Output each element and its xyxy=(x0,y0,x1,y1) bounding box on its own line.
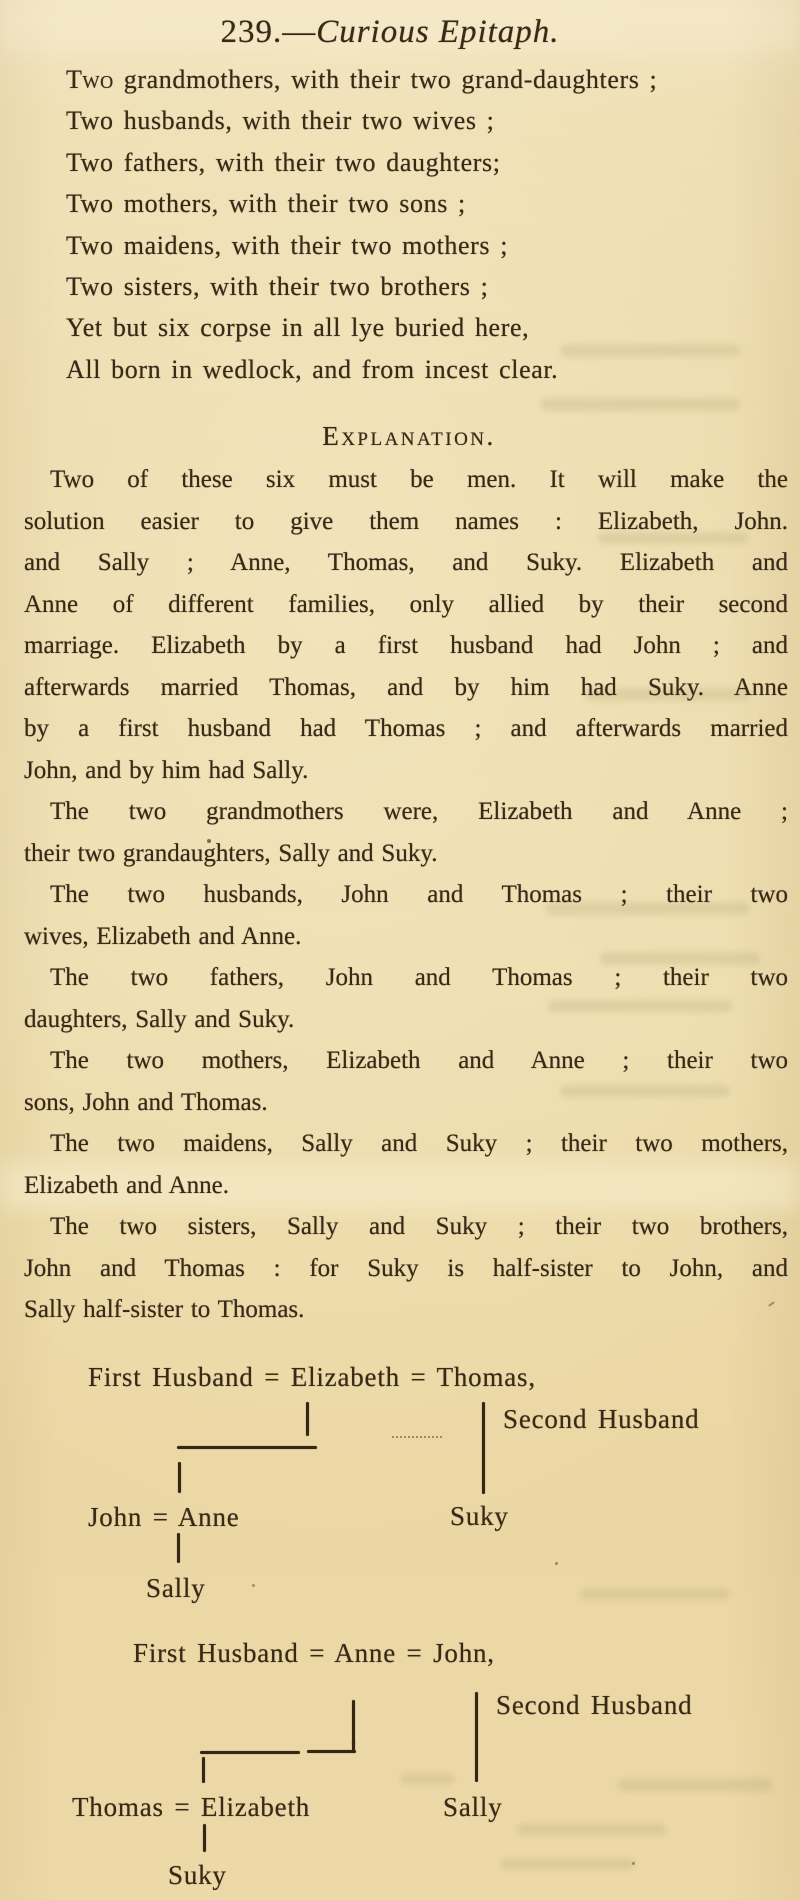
page-showthrough xyxy=(400,1773,455,1785)
tree1-child-sally: Sally xyxy=(146,1573,206,1603)
page-showthrough xyxy=(517,1823,667,1836)
poem-line: Two sisters, with their two brothers ; xyxy=(66,271,489,301)
tree1-descent-line-suky xyxy=(482,1402,485,1494)
paragraph-line: afterwards married Thomas, and by him had Suky. Anne xyxy=(24,673,788,701)
paragraph-line: The two maidens, Sally and Suky ; their two mothers, xyxy=(50,1130,788,1157)
poem-first-word: Two xyxy=(66,65,114,94)
page-showthrough xyxy=(580,1588,730,1600)
tree2-child-sally: Sally xyxy=(443,1792,503,1822)
poem-line: Two maidens, with their two mothers ; xyxy=(66,230,509,260)
poem-line: Two mothers, with their two sons ; xyxy=(66,189,466,219)
tree1-second-husband-label: Second Husband xyxy=(503,1404,700,1434)
pencil-dots xyxy=(392,1436,442,1438)
tree1-branch-line xyxy=(177,1446,317,1449)
paragraph-line: sons, John and Thomas. xyxy=(24,1088,268,1116)
poem-line xyxy=(66,59,657,100)
title-dash: — xyxy=(282,14,317,50)
tree1-descent-tick-left xyxy=(178,1462,181,1493)
ink-speck xyxy=(252,1584,255,1587)
paragraph-line: The two grandmothers were, Elizabeth and Anne ; xyxy=(50,798,788,825)
paragraph-line: Anne of different families, only allied by their second xyxy=(24,590,788,618)
paragraph-line: daughters, Sally and Suky. xyxy=(24,1005,295,1033)
ink-speck xyxy=(555,1562,558,1565)
page-showthrough xyxy=(500,1858,635,1870)
explanation-body xyxy=(24,459,788,1331)
paragraph-line: The two husbands, John and Thomas ; their two xyxy=(50,881,788,908)
paragraph-line: John and Thomas : for Suky is half-sister to John, and xyxy=(24,1254,788,1282)
paragraph-line: their two grandaughters, Sally and Suky. xyxy=(24,839,438,867)
ink-speck xyxy=(632,1862,635,1865)
paragraph-line: The two mothers, Elizabeth and Anne ; their two xyxy=(50,1047,788,1074)
paragraph-line: by a first husband had Thomas ; and afterwards married xyxy=(24,715,788,742)
tree2-couple: Thomas = Elizabeth xyxy=(72,1792,311,1822)
poem-line: Two husbands, with their two wives ; xyxy=(66,106,495,136)
tree2-branch-line-b xyxy=(307,1750,356,1753)
poem-line: Yet but six corpse in all lye buried here, xyxy=(66,313,530,343)
title-name: Curious Epitaph. xyxy=(316,14,560,50)
title-number: 239. xyxy=(220,14,283,50)
tree2-branch-line-a xyxy=(200,1751,300,1754)
tree2-branch-stub xyxy=(352,1739,355,1753)
page-showthrough xyxy=(617,1778,772,1792)
tree2-descent-tick-suky xyxy=(203,1824,206,1852)
poem-line-rest: grandmothers, with their two grand-daughters ; xyxy=(113,65,658,94)
tree2-descent-tick-left xyxy=(202,1757,205,1783)
epitaph-poem xyxy=(66,59,657,390)
tree2-second-husband-label: Second Husband xyxy=(496,1690,693,1720)
paragraph-line: solution easier to give them names : Elizabeth, John. xyxy=(24,507,788,535)
page-title xyxy=(0,10,790,54)
tree1-descent-tick-sally xyxy=(177,1533,180,1563)
paragraph-line: The two sisters, Sally and Suky ; their two brothers, xyxy=(50,1213,788,1240)
tree1-header: First Husband = Elizabeth = Thomas, xyxy=(88,1362,536,1392)
tree1-child-suky: Suky xyxy=(450,1501,509,1531)
tree2-header: First Husband = Anne = John, xyxy=(133,1638,495,1668)
paragraph-line: The two fathers, John and Thomas ; their two xyxy=(50,964,788,991)
page-showthrough xyxy=(540,398,740,411)
paragraph-line: wives, Elizabeth and Anne. xyxy=(24,922,302,950)
tree1-couple: John = Anne xyxy=(88,1502,240,1532)
paragraph-line: Two of these six must be men. It will make the xyxy=(50,466,788,493)
tree2-descent-line-sally xyxy=(475,1692,478,1782)
paragraph-line: and Sally ; Anne, Thomas, and Suky. Elizabeth and xyxy=(24,549,788,576)
paragraph-line: Elizabeth and Anne. xyxy=(24,1171,230,1199)
tree2-child-suky: Suky xyxy=(168,1860,227,1890)
paragraph-line: marriage. Elizabeth by a first husband had John ; and xyxy=(24,632,788,659)
paragraph-line: Sally half-sister to Thomas. xyxy=(24,1296,305,1323)
paragraph-line: John, and by him had Sally. xyxy=(24,756,309,784)
explanation-heading: Explanation. xyxy=(322,421,496,451)
poem-line: All born in wedlock, and from incest clear. xyxy=(66,354,559,384)
tree1-descent-tick-elizabeth xyxy=(306,1402,309,1436)
poem-line: Two fathers, with their two daughters; xyxy=(66,147,501,177)
